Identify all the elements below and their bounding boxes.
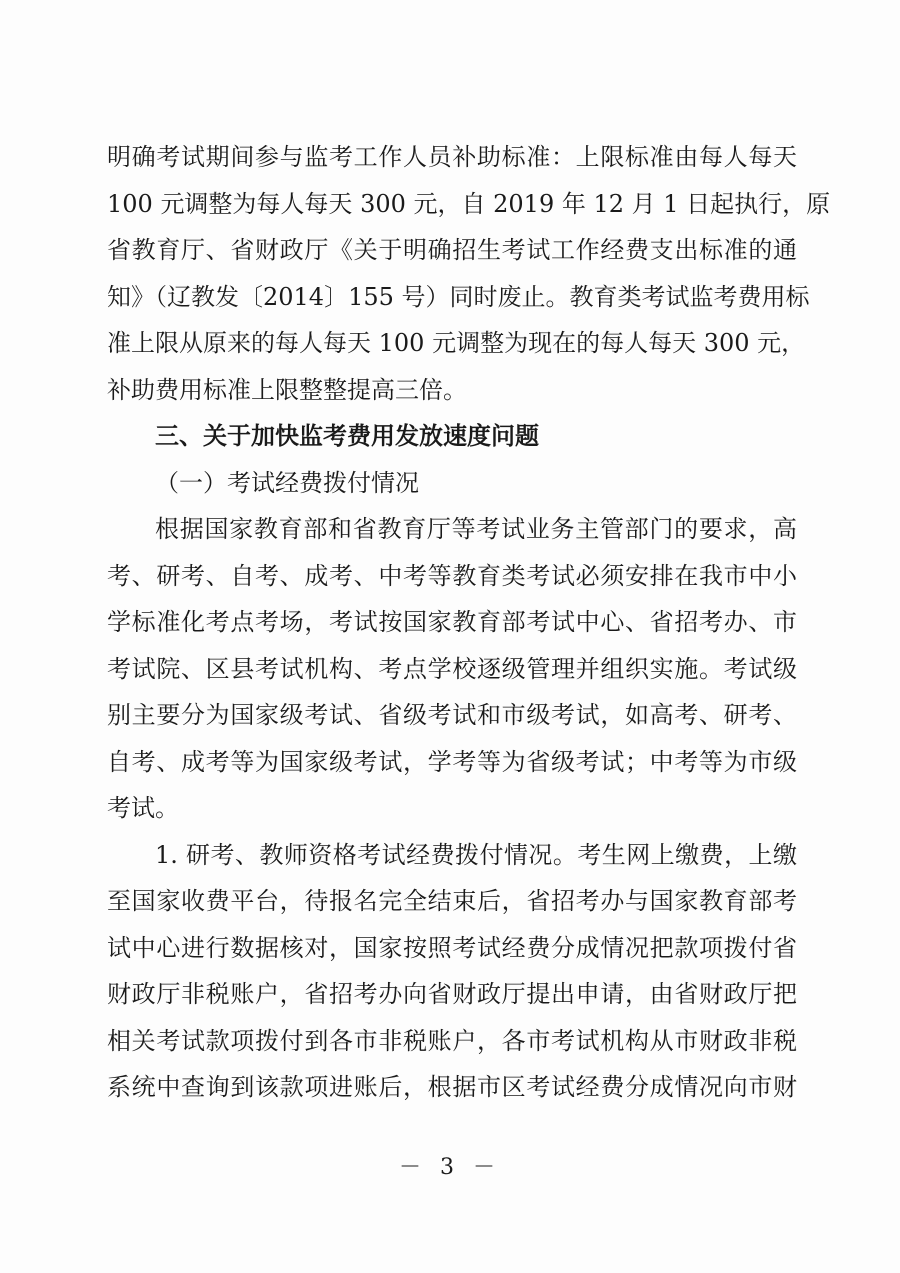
body-line: 准上限从原来的每人每天 100 元调整为现在的每人每天 300 元， (107, 329, 806, 357)
body-line: 省教育厅、省财政厅《关于明确招生考试工作经费支出标准的通 (107, 236, 797, 264)
body-line: 财政厅非税账户，省招考办向省财政厅提出申请，由省财政厅把 (107, 980, 797, 1008)
body-line: 相关考试款项拨付到各市非税账户，各市考试机构从市财政非税 (107, 1027, 797, 1055)
body-line: 考试院、区县考试机构、考点学校逐级管理并组织实施。考试级 (107, 655, 797, 683)
subsection-heading: （一）考试经费拨付情况 (155, 469, 419, 497)
body-line: 知》（辽教发〔2014〕155 号）同时废止。教育类考试监考费用标 (107, 283, 810, 311)
body-line: 别主要分为国家级考试、省级考试和市级考试，如高考、研考、 (107, 701, 797, 729)
page-number: － 3 － (399, 1155, 501, 1180)
body-line: 根据国家教育部和省教育厅等考试业务主管部门的要求，高 (155, 515, 797, 543)
body-line: 1. 研考、教师资格考试经费拨付情况。考生网上缴费，上缴 (155, 841, 797, 869)
body-line: 至国家收费平台，待报名完全结束后，省招考办与国家教育部考 (107, 887, 797, 915)
body-line: 考试。 (107, 794, 179, 822)
body-line: 明确考试期间参与监考工作人员补助标准：上限标准由每人每天 (107, 143, 797, 171)
section-heading: 三、关于加快监考费用发放速度问题 (155, 422, 539, 450)
body-line: 100 元调整为每人每天 300 元，自 2019 年 12 月 1 日起执行，原 (107, 190, 831, 218)
body-line: 补助费用标准上限整整提高三倍。 (107, 376, 467, 404)
body-line: 学标准化考点考场，考试按国家教育部考试中心、省招考办、市 (107, 608, 797, 636)
body-line: 试中心进行数据核对，国家按照考试经费分成情况把款项拨付省 (107, 934, 797, 962)
body-line: 自考、成考等为国家级考试，学考等为省级考试；中考等为市级 (107, 748, 797, 776)
body-line: 系统中查询到该款项进账后，根据市区考试经费分成情况向市财 (107, 1073, 797, 1101)
body-line: 考、研考、自考、成考、中考等教育类考试必须安排在我市中小 (107, 562, 797, 590)
